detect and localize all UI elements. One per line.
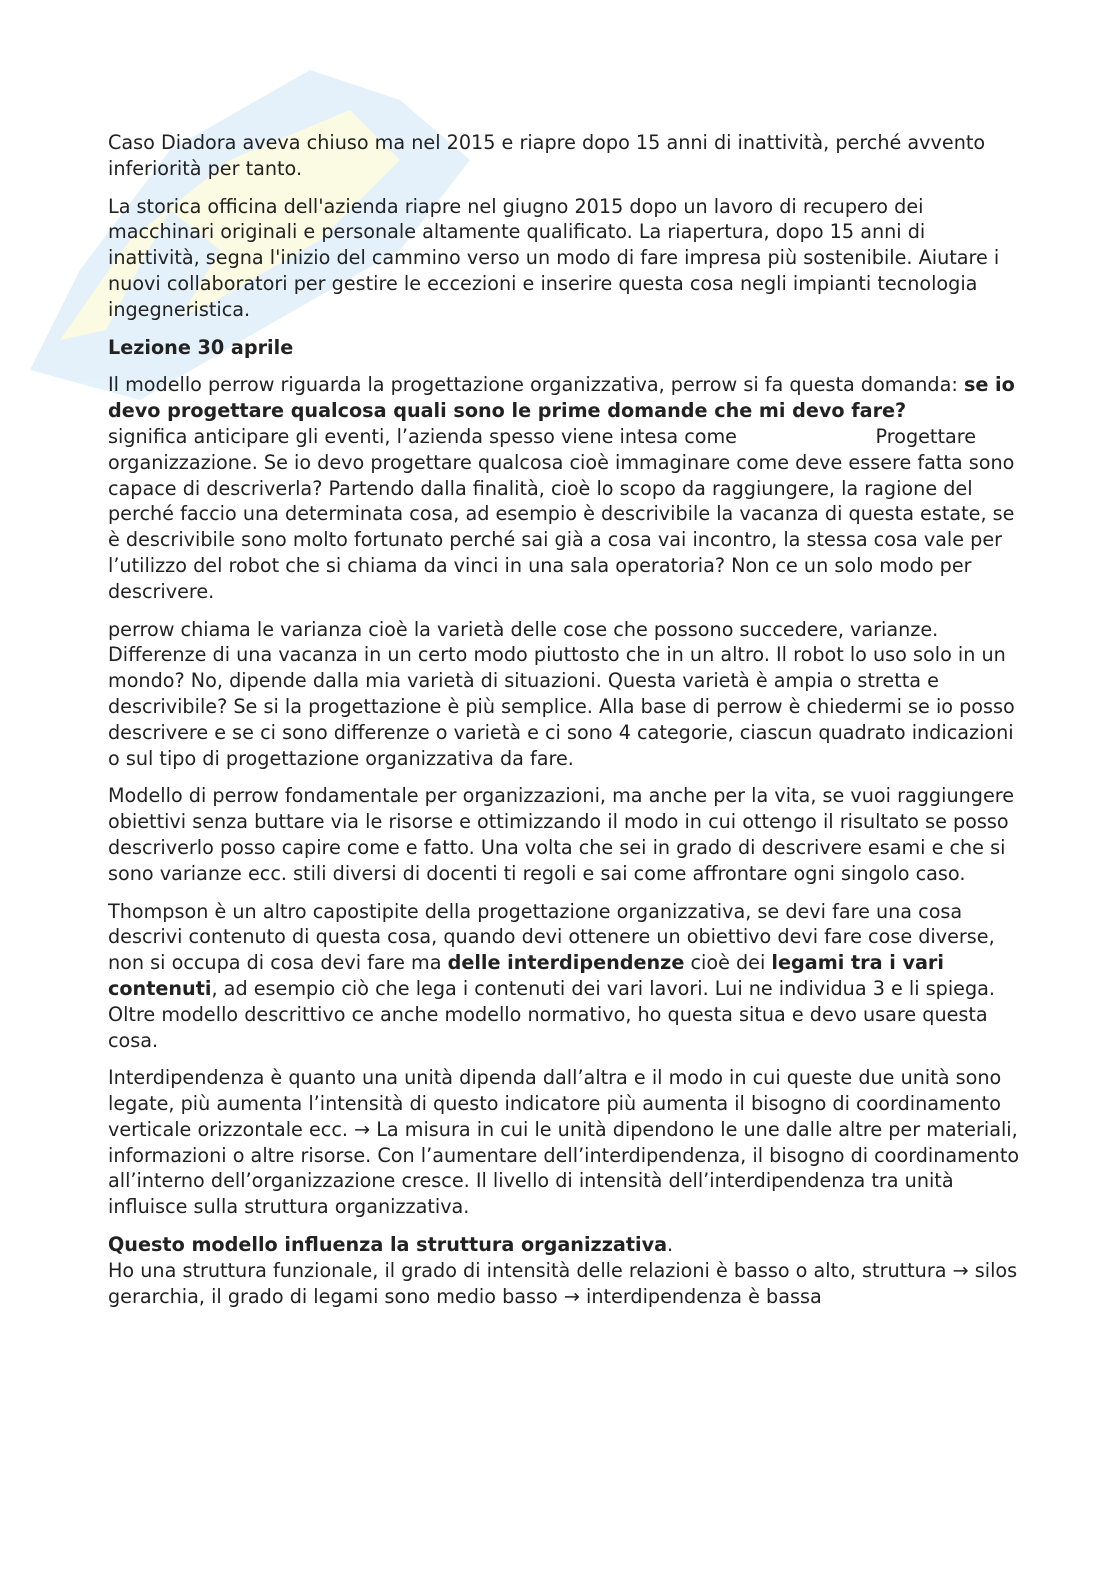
- paragraph-perrow-intro: [108, 372, 1020, 604]
- thompson-text-2: cioè dei: [684, 951, 772, 975]
- document-body: [108, 130, 1020, 1321]
- perrow-description-text: significa anticipare gli eventi, l’azienda spesso viene intesa come organizzazione. Se io devo progettare qualcosa cioè immaginare come deve essere fatta sono capace di descriverla? Partendo dalla finalità, cioè lo scopo da raggiungere, la ragione del perché faccio una determinata cosa, ad esempio è descrivibile la vacanza di questa estate, se è descrivibile sono molto fortunato perché sai già a cosa vai incontro, la stessa cosa vale per l’utilizzo del robot che si chiama da vinci in una sala operatoria? Non ce un solo modo per descrivere.: [108, 424, 1015, 603]
- thompson-text-1: Thompson è un altro capostipite della progettazione organizzativa, se devi fare una cosa descrivi contenuto di questa cosa, quando devi ottenere un obiettivo devi fare cose diverse, non si occupa di cosa devi fare ma: [108, 899, 995, 975]
- perrow-progettare-word: Progettare: [875, 424, 976, 448]
- modello-influenza-dot: .: [667, 1233, 674, 1257]
- thompson-bold-legami: legami tra i vari contenuti: [108, 951, 944, 1000]
- paragraph-diadora: Caso Diadora aveva chiuso ma nel 2015 e riapre dopo 15 anni di inattività, perché avvento inferiorità per tanto.: [108, 131, 986, 180]
- section-heading: Lezione 30 aprile: [108, 335, 294, 359]
- paragraph-thompson: [108, 899, 1020, 1054]
- paragraph-modello-perrow: Modello di perrow fondamentale per organizzazioni, ma anche per la vita, se vuoi raggiungere obiettivi senza buttare via le risorse e ottimizzando il modo in cui ottengo il risultato se posso descriverlo posso capire come e fatto. Una volta che sei in grado di descrivere esami e che si sono varianze ecc. stili diversi di docenti ti regoli e sai come affrontare ogni singolo caso.: [108, 784, 1015, 885]
- paragraph-officina: La storica officina dell'azienda riapre nel giugno 2015 dopo un lavoro di recupero dei macchinari originali e personale altamente qualificato. La riapertura, dopo 15 anni di inattività, segna l'inizio del cammino verso un modo di fare impresa più sostenibile. Aiutare i nuovi collaboratori per gestire le eccezioni e inserire questa cosa negli impianti tecnologia ingegneristica.: [108, 194, 1000, 321]
- perrow-intro-text: Il modello perrow riguarda la progettazione organizzativa, perrow si fa questa domanda:: [108, 373, 964, 397]
- perrow-key-question: se io devo progettare qualcosa quali sono le prime domande che mi devo fare?: [108, 373, 1015, 423]
- paragraph-varianze: perrow chiama le varianza cioè la varietà delle cose che possono succedere, varianze. Differenze di una vacanza in un certo modo piuttosto che in un altro. Il robot lo uso solo in un mondo? No, dipende dalla mia varietà di situazioni. Questa varietà è ampia o stretta e descrivibile? Se si la progettazione è più semplice. Alla base di perrow è chiedermi se io posso descrivere e se ci sono differenze o varietà e ci sono 4 categorie, ciascun quadrato indicazioni o sul tipo di progettazione organizzativa da fare.: [108, 617, 1015, 770]
- paragraph-struttura-funzionale: Ho una struttura funzionale, il grado di intensità delle relazioni è basso o alto, struttura → silos gerarchia, il grado di legami sono medio basso → interdipendenza è bassa: [108, 1258, 1018, 1308]
- paragraph-modello-influenza: [108, 1232, 1020, 1258]
- modello-influenza-bold: Questo modello influenza la struttura organizzativa: [108, 1233, 668, 1257]
- thompson-bold-interdipendenze: delle interdipendenze: [447, 951, 685, 975]
- paragraph-interdipendenza: Interdipendenza è quanto una unità dipenda dall’altra e il modo in cui queste due unità sono legate, più aumenta l’intensità di questo indicatore più aumenta il bisogno di coordinamento verticale orizzontale ecc. → La misura in cui le unità dipendono le une dalle altre per materiali, informazioni o altre risorse. Con l’aumentare dell’interdipendenza, il bisogno di coordinamento all’interno dell’organizzazione cresce. Il livello di intensità dell’interdipendenza tra unità influisce sulla struttura organizzativa.: [108, 1066, 1020, 1219]
- thompson-text-3: , ad esempio ciò che lega i contenuti dei vari lavori. Lui ne individua 3 e li spiega. Oltre modello descrittivo ce anche modello normativo, ho questa situa e devo usare questa cosa.: [108, 976, 996, 1052]
